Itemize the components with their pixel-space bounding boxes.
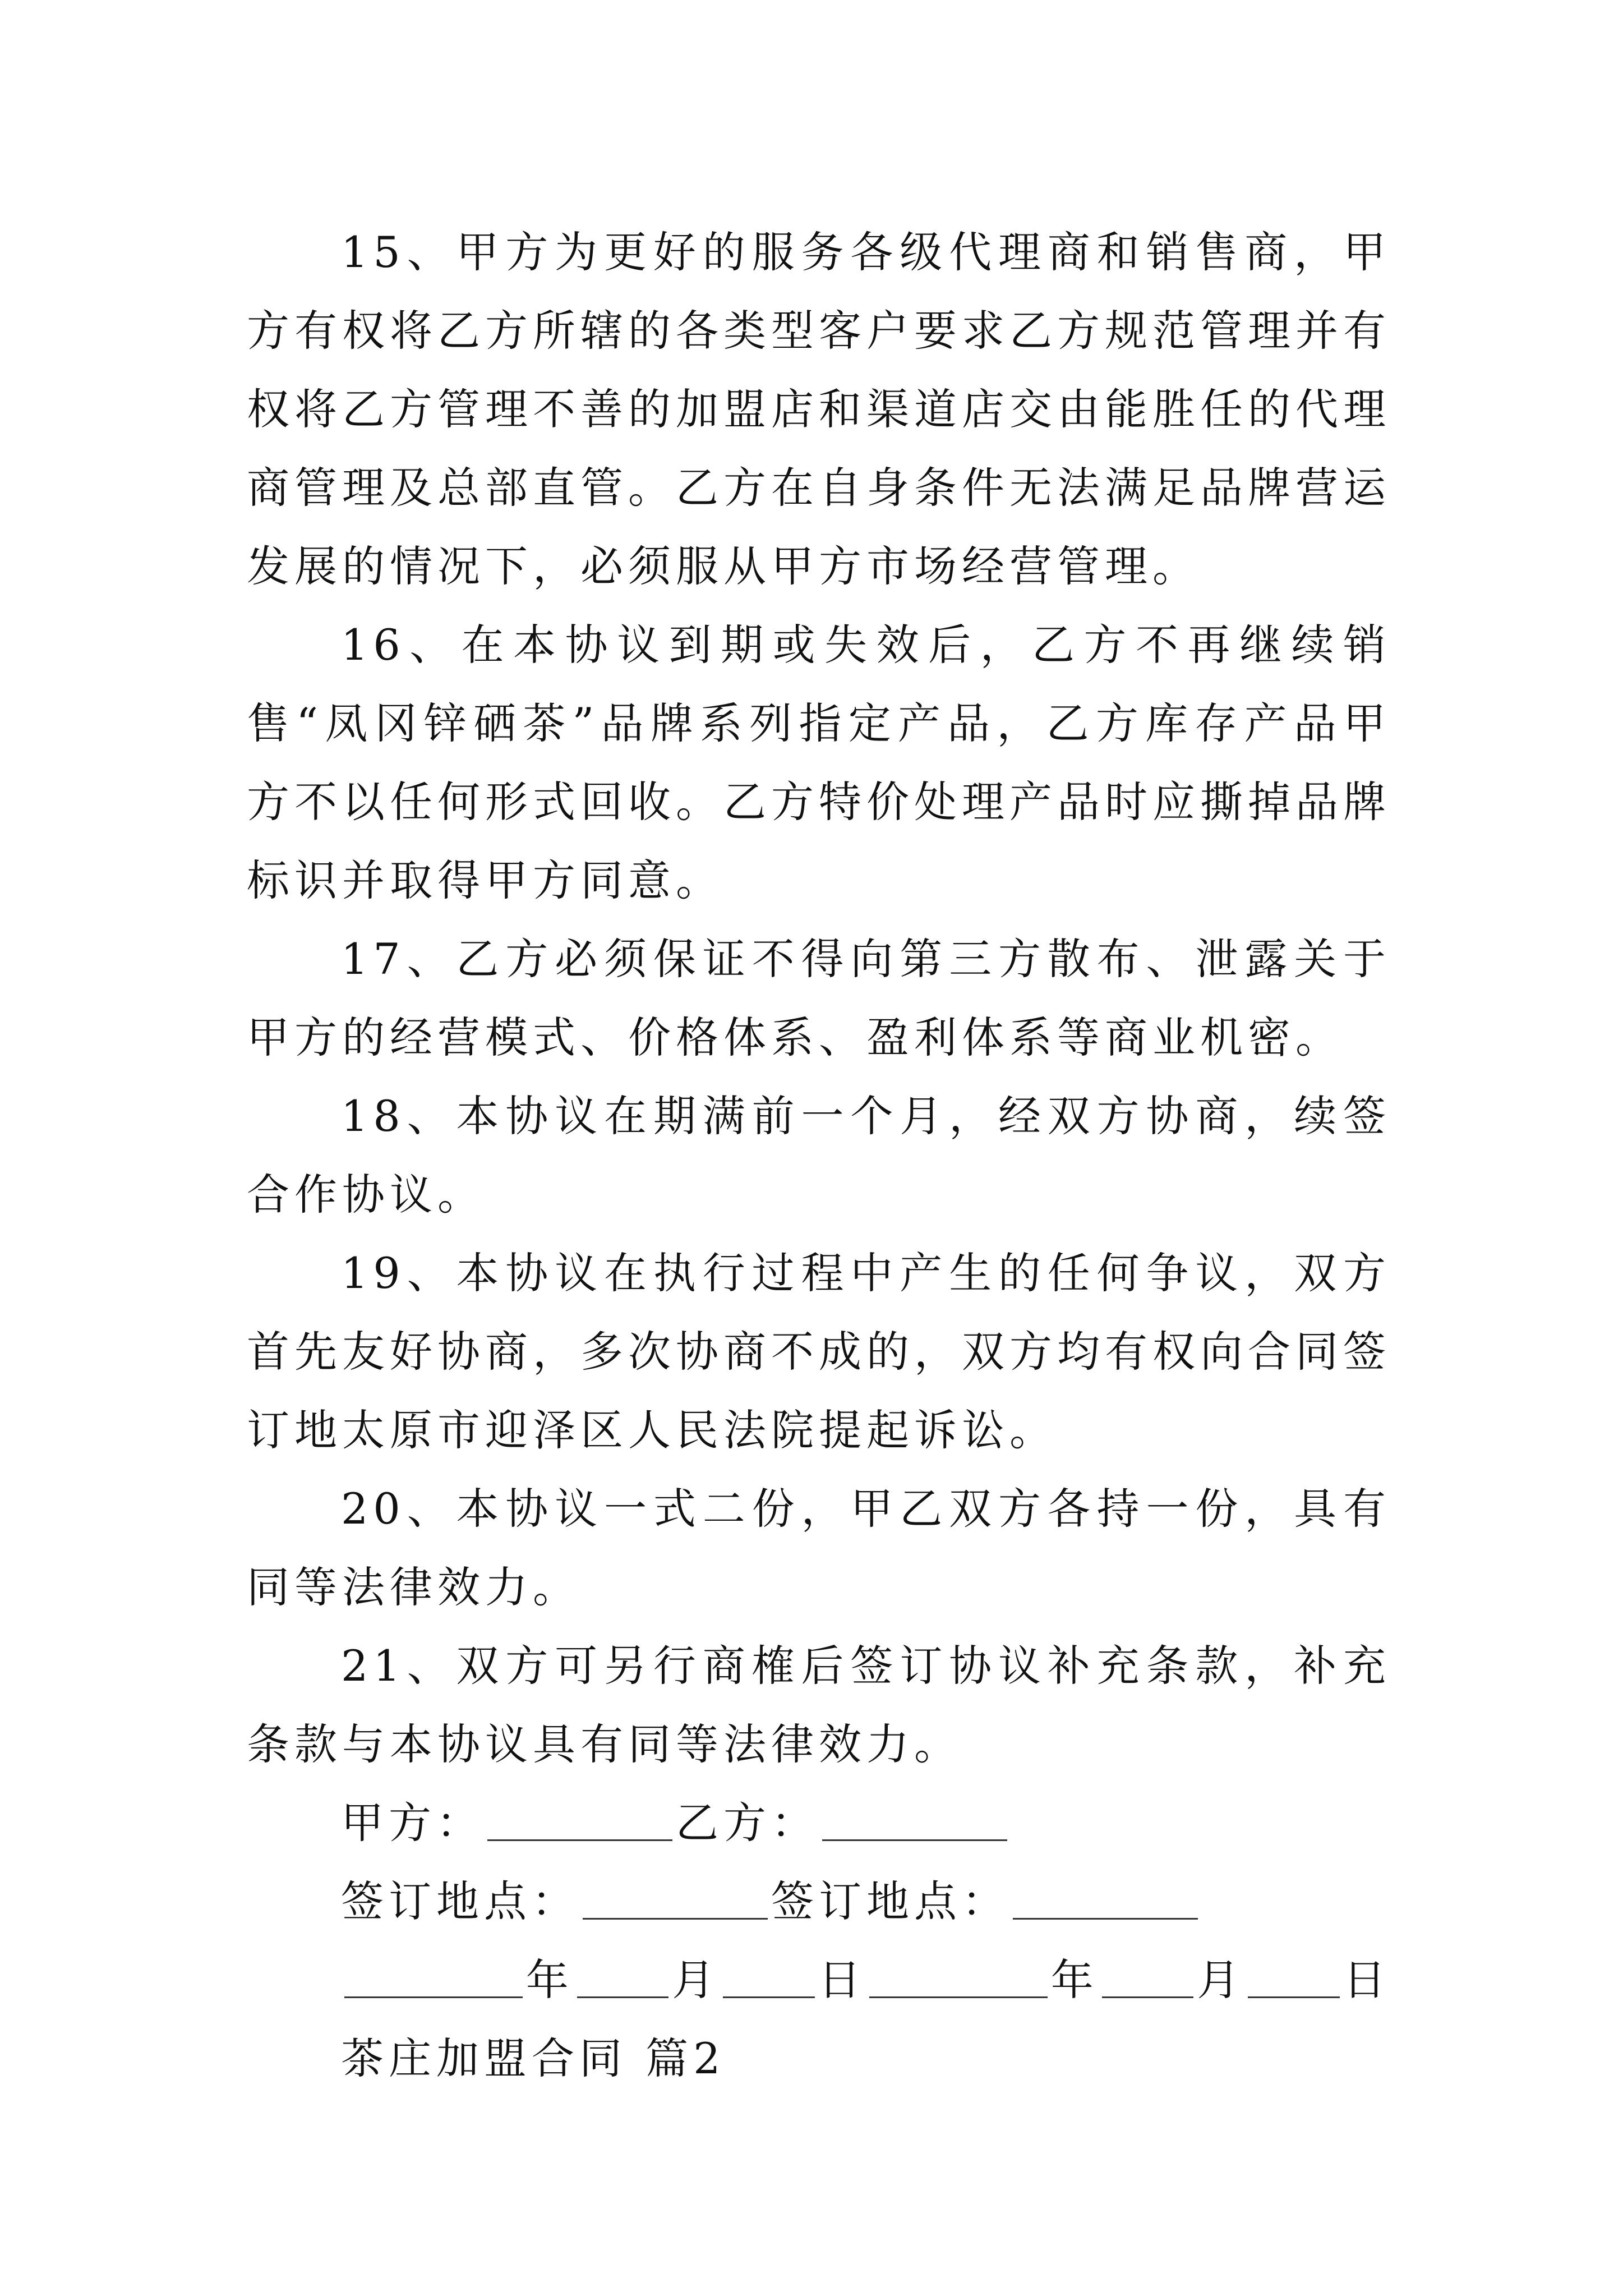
year-b-blank — [869, 1965, 1048, 1998]
clause-15: 15、甲方为更好的服务各级代理商和销售商，甲方有权将乙方所辖的各类型客户要求乙方规范管理并有权将乙方管理不善的加盟店和渠道店交由能胜任的代理商管理及总部直管。乙方在自身条件无法满足品牌营运发展的情况下，必须服从甲方市场经营管理。 — [247, 227, 1391, 591]
year-b-label: 年 — [1050, 1955, 1099, 2005]
clause-18: 18、本协议在期满前一个月，经双方协商，续签合作协议。 — [247, 1091, 1391, 1220]
month-a-blank — [577, 1965, 669, 1998]
section-title: 茶庄加盟合同 篇2 — [341, 2033, 726, 2083]
place-a-blank — [583, 1887, 768, 1920]
day-b-blank — [1248, 1965, 1340, 1998]
contract-body — [247, 213, 1391, 2098]
date-line — [247, 1941, 1391, 2019]
clause-20: 20、本协议一式二份，甲乙双方各持一份，具有同等法律效力。 — [247, 1484, 1391, 1612]
party-b-blank — [822, 1808, 1007, 1841]
day-a-label: 日 — [818, 1955, 866, 2005]
party-a-blank — [487, 1808, 672, 1841]
month-b-blank — [1102, 1965, 1194, 1998]
place-b-blank — [1013, 1887, 1198, 1920]
party-line — [247, 1784, 1391, 1862]
year-a-label: 年 — [525, 1955, 574, 2005]
month-b-label: 月 — [1197, 1955, 1245, 2005]
place-b-label: 签订地点： — [771, 1876, 1009, 1926]
signature-block — [247, 1784, 1391, 2019]
year-a-blank — [344, 1965, 523, 1998]
place-a-label: 签订地点： — [341, 1876, 579, 1926]
day-b-label: 日 — [1343, 1955, 1391, 2005]
party-a-label: 甲方： — [341, 1798, 484, 1848]
clause-16: 16、在本协议到期或失效后，乙方不再继续销售“凤冈锌硒茶”品牌系列指定产品，乙方库存产品甲方不以任何形式回收。乙方特价处理产品时应撕掉品牌标识并取得甲方同意。 — [247, 620, 1391, 905]
party-b-label: 乙方： — [676, 1798, 819, 1848]
clause-17: 17、乙方必须保证不得向第三方散布、泄露关于甲方的经营模式、价格体系、盈利体系等商业机密。 — [247, 934, 1391, 1062]
month-a-label: 月 — [672, 1955, 720, 2005]
place-line — [247, 1862, 1391, 1941]
clause-19: 19、本协议在执行过程中产生的任何争议，双方首先友好协商，多次协商不成的，双方均有权向合同签订地太原市迎泽区人民法院提起诉讼。 — [247, 1248, 1391, 1455]
clause-21: 21、双方可另行商榷后签订协议补充条款，补充条款与本协议具有同等法律效力。 — [247, 1641, 1391, 1769]
day-a-blank — [723, 1965, 815, 1998]
